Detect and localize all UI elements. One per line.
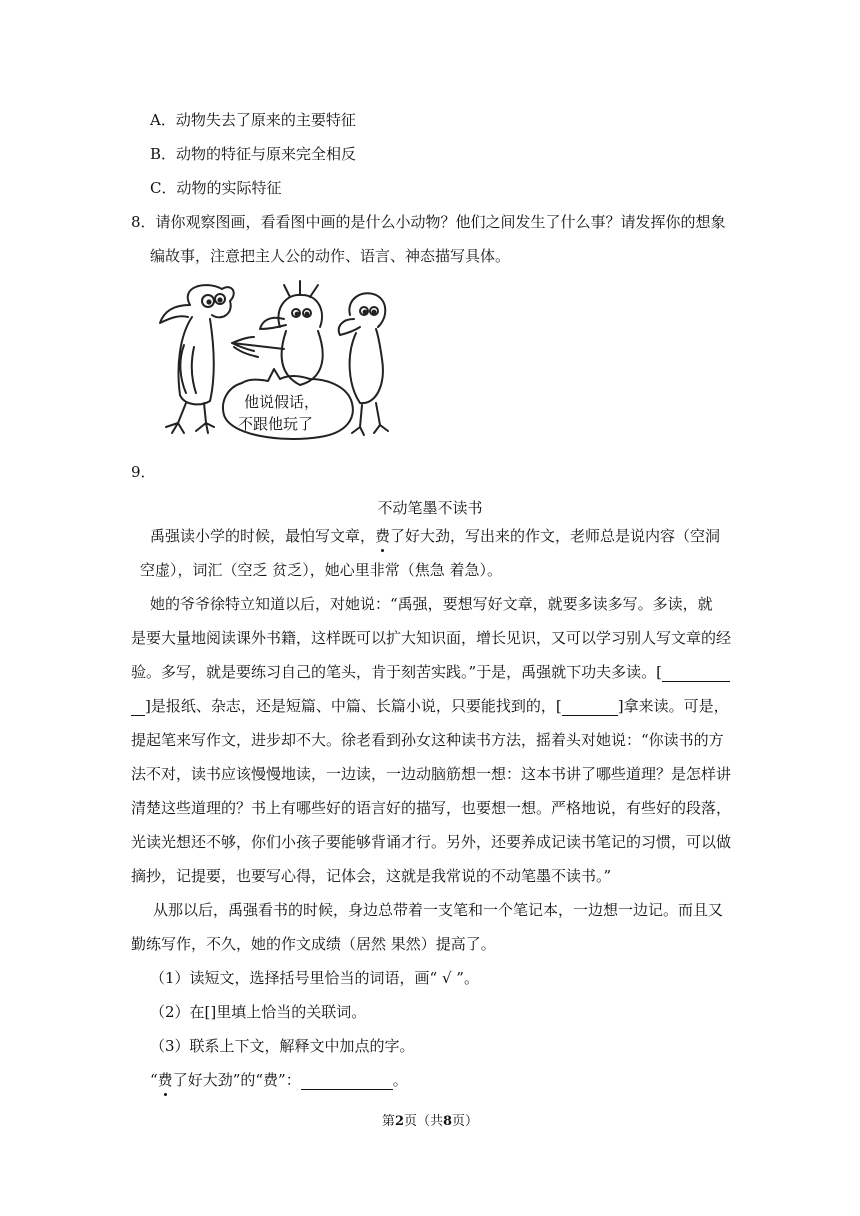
p2-line9: 摘抄，记提要，也要写心得，记体会，这就是我常说的不动笔墨不读书。” <box>131 867 612 885</box>
p2-line7: 清楚这些道理的？书上有哪些好的语言好的描写，也要想一想。严格地说，有些好的段落， <box>131 799 732 817</box>
sub-question-2: （2）在[]里填上恰当的关联词。 <box>150 1003 367 1021</box>
option-a: A．动物失去了原来的主要特征 <box>150 111 356 129</box>
sub-question-3: （3）联系上下文，解释文中加点的字。 <box>150 1037 415 1055</box>
option-b: B．动物的特征与原来完全相反 <box>150 145 357 163</box>
birds-illustration <box>150 275 400 445</box>
option-c: C．动物的实际特征 <box>150 179 282 197</box>
p1-line2: 空虚），词汇（空乏 贫乏），她心里非常（焦急 着急）。 <box>140 561 503 579</box>
answer-blank <box>301 1073 393 1090</box>
bubble-text-line2: 不跟他玩了 <box>238 415 314 433</box>
p1-line1: 禹强读小学的时候，最怕写文章，费了好大劲，写出来的作文，老师总是说内容（空洞 <box>150 527 721 545</box>
p2-line5: 提起笔来写作文，进步却不大。徐老看到孙女这种读书方法，摇着头对她说：“你读书的方 <box>131 731 724 749</box>
passage-title: 不动笔墨不读书 <box>377 499 483 517</box>
p3-line1: 从那以后，禹强看书的时候，身边总带着一支笔和一个笔记本，一边想一边记。而且又 <box>153 901 724 919</box>
sub-question-3-item: “费了好大劲”的“费”： 。 <box>150 1071 408 1089</box>
bubble-text-line1: 他说假话， <box>244 393 320 411</box>
dotted-char: 费 <box>157 1071 173 1089</box>
q9-number: 9． <box>131 463 156 481</box>
p2-line1: 她的爷爷徐特立知道以后，对她说：“禹强，要想写好文章，就要多读多写。多读，就 <box>150 595 713 613</box>
q8-prompt-line2: 编故事，注意把主人公的动作、语言、神态描写具体。 <box>150 247 511 265</box>
p2-line8: 光读光想还不够，你们小孩子要能够背诵才行。另外，还要养成记读书笔记的习惯，可以做 <box>131 833 732 851</box>
p2-line3: 验。多写，就是要练习自己的笔头，肯于刻苦实践。”于是，禹强就下功夫多读。[ <box>131 662 730 682</box>
dotted-char: 费 <box>375 527 391 545</box>
sub-question-1: （1）读短文，选择括号里恰当的词语，画“ √ ”。 <box>150 969 479 987</box>
p2-line4: ]是报纸、杂志，还是短篇、中篇、长篇小说，只要能找到的，[ ]拿来读。可是， <box>131 696 729 716</box>
p2-line6: 法不对，读书应该慢慢地读，一边读，一边动脑筋想一想：这本书讲了哪些道理？是怎样讲 <box>131 765 732 783</box>
page-number: 2 <box>394 1114 404 1129</box>
blank-2 <box>562 699 618 716</box>
p2-line2: 是要大量地阅读课外书籍，这样既可以扩大知识面，增长见识，又可以学习别人写文章的经 <box>131 629 732 647</box>
p3-line2: 勤练写作，不久，她的作文成绩（居然 果然）提高了。 <box>131 935 496 953</box>
total-pages: 8 <box>443 1114 453 1129</box>
page-footer: 第2页（共8页） <box>381 1114 479 1129</box>
q8-prompt-line1: 8．请你观察图画，看看图中画的是什么小动物？他们之间发生了什么事？请发挥你的想象 <box>131 213 726 231</box>
blank-1-part2 <box>131 699 145 716</box>
blank-1-part1 <box>662 665 730 682</box>
